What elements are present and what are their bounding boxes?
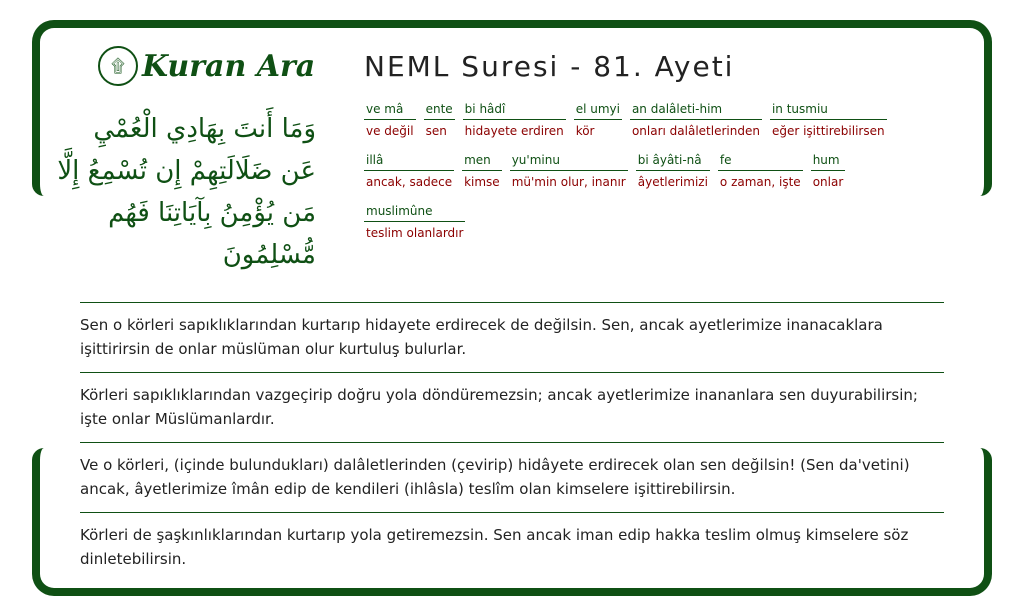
word-item bbox=[424, 100, 455, 138]
word-transliteration: illâ bbox=[364, 151, 454, 171]
word-transliteration: ve mâ bbox=[364, 100, 416, 120]
word-item bbox=[463, 100, 566, 138]
word-transliteration: bi hâdî bbox=[463, 100, 566, 120]
word-meaning: kimse bbox=[464, 175, 500, 189]
translations-list bbox=[80, 302, 944, 582]
word-item bbox=[364, 202, 465, 240]
quran-emblem-icon: ۩ bbox=[98, 46, 138, 86]
word-item bbox=[636, 151, 710, 189]
word-meaning: o zaman, işte bbox=[719, 175, 801, 189]
translation-item: Körleri sapıklıklarından vazgeçirip doğru yola döndüremezsin; ancak ayetlerimize inananlara sen duyurabilirsin; işte onlar Müslümanlardır. bbox=[80, 372, 944, 442]
word-transliteration: el umyi bbox=[574, 100, 622, 120]
word-transliteration: hum bbox=[811, 151, 846, 171]
word-item bbox=[718, 151, 803, 189]
logo[interactable] bbox=[98, 46, 315, 86]
translation-item: Sen o körleri sapıklıklarından kurtarıp hidayete erdirecek de değilsin. Sen, ancak ayetlerimize inanacaklara işittirirsin de onlar müslüman olur kurtuluş bulurlar. bbox=[80, 302, 944, 372]
word-item bbox=[510, 151, 628, 189]
word-meaning: ve değil bbox=[366, 124, 414, 138]
word-item bbox=[462, 151, 502, 189]
translation-item: Ve o körleri, (içinde bulundukları) dalâletlerinden (çevirip) hidâyete erdirecek olan sen değilsin! (Sen da'vetini) ancak, âyetlerimize îmân edip de kendileri (ihlâsla) teslîm olan kimselere işittirebilirsin. bbox=[80, 442, 944, 512]
word-item bbox=[364, 151, 454, 189]
page-title: NEML Suresi - 81. Ayeti bbox=[364, 50, 735, 83]
word-transliteration: bi âyâti-nâ bbox=[636, 151, 710, 171]
word-transliteration: men bbox=[462, 151, 502, 171]
word-meaning: eğer işittirebilirsen bbox=[771, 124, 885, 138]
word-by-word-list bbox=[364, 100, 924, 240]
word-item bbox=[574, 100, 622, 138]
word-meaning: mü'min olur, inanır bbox=[511, 175, 626, 189]
word-meaning: onlar bbox=[812, 175, 844, 189]
word-meaning: sen bbox=[425, 124, 447, 138]
word-transliteration: yu'minu bbox=[510, 151, 628, 171]
word-item bbox=[630, 100, 762, 138]
logo-text: Kuran Ara bbox=[142, 48, 316, 84]
word-transliteration: ente bbox=[424, 100, 455, 120]
word-transliteration: in tusmiu bbox=[770, 100, 887, 120]
arabic-verse: وَمَا أَنتَ بِهَادِي الْعُمْيِ عَن ضَلَالَتِهِمْ إِن تُسْمِعُ إِلَّا مَن يُؤْمِنُ بِآيَاتِنَا فَهُم مُّسْلِمُونَ bbox=[57, 114, 316, 270]
word-meaning: kör bbox=[575, 124, 595, 138]
translation-item: Körleri de şaşkınlıklarından kurtarıp yola getiremezsin. Sen ancak iman edip hakka teslim olmuş kimselere söz dinletebilirsin. bbox=[80, 512, 944, 582]
word-item bbox=[364, 100, 416, 138]
word-meaning: âyetlerimizi bbox=[637, 175, 708, 189]
word-meaning: onları dalâletlerinden bbox=[631, 124, 760, 138]
word-transliteration: an dalâleti-him bbox=[630, 100, 762, 120]
word-item bbox=[811, 151, 846, 189]
word-transliteration: muslimûne bbox=[364, 202, 465, 222]
word-item bbox=[770, 100, 887, 138]
word-meaning: hidayete erdiren bbox=[464, 124, 564, 138]
word-meaning: ancak, sadece bbox=[366, 175, 453, 189]
word-meaning: teslim olanlardır bbox=[366, 226, 464, 240]
word-transliteration: fe bbox=[718, 151, 803, 171]
